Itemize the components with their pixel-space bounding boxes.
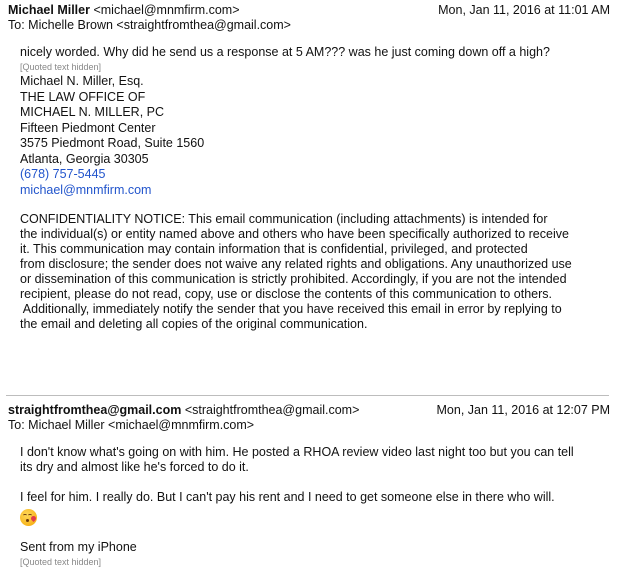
message-date: Mon, Jan 11, 2016 at 11:01 AM	[438, 3, 610, 17]
notice-line: the individual(s) or entity named above and others who have been specifically authorized to receive	[20, 227, 569, 241]
recipient: Michelle Brown <straightfromthea@gmail.com>	[28, 18, 291, 32]
to-label: To:	[8, 418, 25, 432]
quoted-text-toggle[interactable]: [Quoted text hidden]	[20, 557, 102, 567]
notice-line: the email and deleting all copies of the original communication.	[20, 317, 368, 331]
phone-link[interactable]: (678) 757-5445	[20, 167, 106, 181]
confidentiality-notice	[20, 212, 605, 332]
body-text: its dry and almost like he's forced to do it.	[20, 460, 249, 474]
sender-name[interactable]: Michael Miller	[8, 3, 90, 17]
body-text: I feel for him. I really do. But I can't pay his rent and I need to get someone else in there who will.	[20, 490, 555, 504]
to-line	[8, 418, 254, 432]
email-link[interactable]: michael@mnmfirm.com	[20, 182, 152, 197]
signature-line: 3575 Piedmont Road, Suite 1560	[20, 136, 205, 150]
message-body	[20, 45, 605, 198]
recipient: Michael Miller <michael@mnmfirm.com>	[28, 418, 255, 432]
to-line	[8, 18, 291, 32]
notice-line: recipient, please do not read, copy, use or disclose the contents of this communication to others.	[20, 287, 553, 301]
sender-name[interactable]: straightfromthea@gmail.com	[8, 403, 182, 417]
signature-block	[20, 74, 605, 198]
from-line	[8, 3, 240, 17]
notice-line: or dissemination of this communication is strictly prohibited. Accordingly, if you are not the intended	[20, 272, 567, 286]
notice-line: it. This communication may contain information that is confidential, privileged, and protected	[20, 242, 528, 256]
signature-line: Fifteen Piedmont Center	[20, 120, 156, 135]
message-divider	[6, 395, 609, 396]
signature-line: THE LAW OFFICE OF	[20, 89, 146, 104]
to-label: To:	[8, 18, 25, 32]
body-text: nicely worded. Why did he send us a response at 5 AM??? was he just coming down off a high?	[20, 45, 550, 59]
notice-line: CONFIDENTIALITY NOTICE: This email communication (including attachments) is intended for	[20, 212, 548, 226]
message-date: Mon, Jan 11, 2016 at 12:07 PM	[436, 403, 610, 417]
signature-line: MICHAEL N. MILLER, PC	[20, 105, 165, 119]
quoted-text-toggle[interactable]: [Quoted text hidden]	[20, 62, 102, 72]
kissing-face-icon	[20, 509, 37, 526]
message-body	[20, 445, 605, 569]
signoff-text: Sent from my iPhone	[20, 540, 137, 554]
notice-line: Additionally, immediately notify the sender that you have received this email in error by replying to	[20, 302, 562, 316]
message-header	[0, 400, 617, 432]
sender-email: <straightfromthea@gmail.com>	[184, 403, 360, 417]
sender-email: <michael@mnmfirm.com>	[93, 3, 240, 17]
email-message-2	[0, 400, 617, 567]
from-line	[8, 403, 359, 417]
notice-line: from disclosure; the sender does not waive any related rights and obligations. Any unauthorized use	[20, 257, 572, 271]
signature-line: Atlanta, Georgia 30305	[20, 151, 149, 166]
message-header	[0, 0, 617, 32]
signature-line: Michael N. Miller, Esq.	[20, 74, 144, 88]
body-text: I don't know what's going on with him. He posted a RHOA review video last night too but you can tell	[20, 445, 574, 459]
